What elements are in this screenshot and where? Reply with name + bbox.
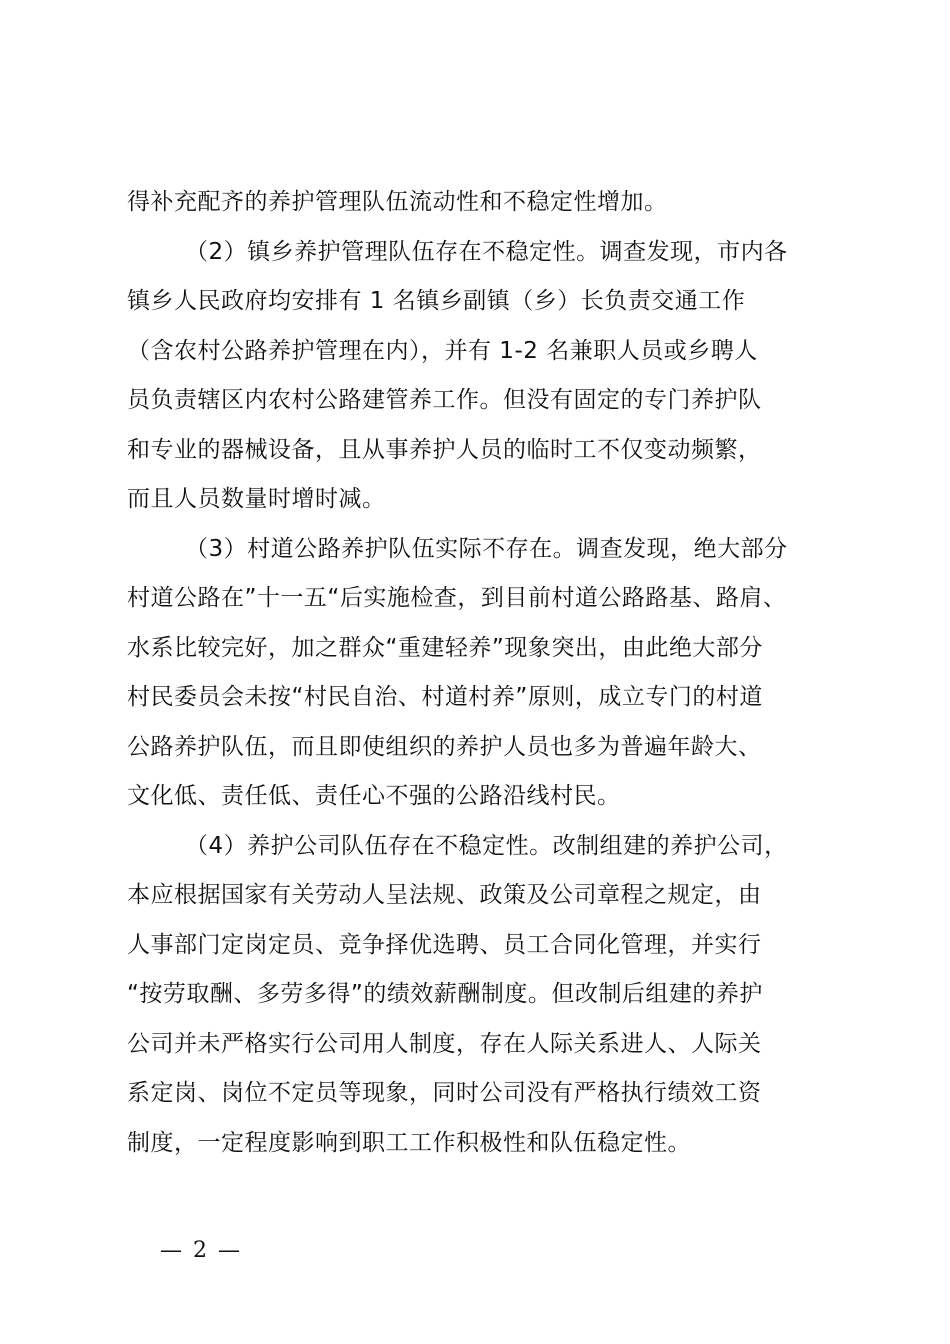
paragraph-3-start: （3）村道公路养护队伍实际不存在。调查发现，绝大部分 (185, 535, 788, 562)
text-line-17: “按劳取酬、多劳多得”的绩效薪酬制度。但改制后组建的养护 (127, 981, 763, 1007)
body-text (127, 178, 832, 1168)
text-line-3: 镇乡人民政府均安排有 1 名镇乡副镇（乡）长负责交通工作 (127, 288, 746, 314)
text-line-9: 村道公路在”十一五“后实施检查，到目前村道公路路基、路肩、 (127, 585, 787, 611)
text-line-11: 村民委员会未按“村民自治、村道村养”原则，成立专门的村道 (127, 684, 763, 710)
text-line-19: 系定岗、岗位不定员等现象，同时公司没有严格执行绩效工资 (127, 1080, 762, 1106)
text-line-10: 水系比较完好，加之群众“重建轻养”现象突出，由此绝大部分 (127, 634, 763, 661)
text-line-4: （含农村公路养护管理在内），并有 1-2 名兼职人员或乡聘人 (127, 337, 758, 364)
text-line-15: 本应根据国家有关劳动人呈法规、政策及公司章程之规定，由 (127, 882, 762, 908)
paragraph-4-start: （4）养护公司队伍存在不稳定性。改制组建的养护公司， (185, 832, 788, 859)
text-line-6: 和专业的器械设备，且从事养护人员的临时工不仅变动频繁， (127, 436, 762, 463)
text-line-7: 而且人员数量时增时减。 (127, 486, 386, 512)
text-line-12: 公路养护队伍，而且即使组织的养护人员也多为普遍年龄大、 (127, 733, 762, 760)
text-line-5: 员负责辖区内农村公路建管养工作。但没有固定的专门养护队 (127, 387, 762, 413)
paragraph-2-start: （2）镇乡养护管理队伍存在不稳定性。调查发现，市内各 (185, 238, 788, 265)
text-line-18: 公司并未严格实行公司用人制度，存在人际关系进人、人际关 (127, 1030, 762, 1057)
text-line-16: 人事部门定岗定员、竞争择优选聘、员工合同化管理，并实行 (127, 931, 762, 958)
text-line-20: 制度，一定程度影响到职工工作积极性和队伍稳定性。 (127, 1129, 691, 1156)
page-number: — 2 — (160, 1238, 242, 1263)
text-line-13: 文化低、责任低、责任心不强的公路沿线村民。 (127, 783, 621, 809)
text-line-1: 得补充配齐的养护管理队伍流动性和不稳定性增加。 (127, 189, 668, 215)
